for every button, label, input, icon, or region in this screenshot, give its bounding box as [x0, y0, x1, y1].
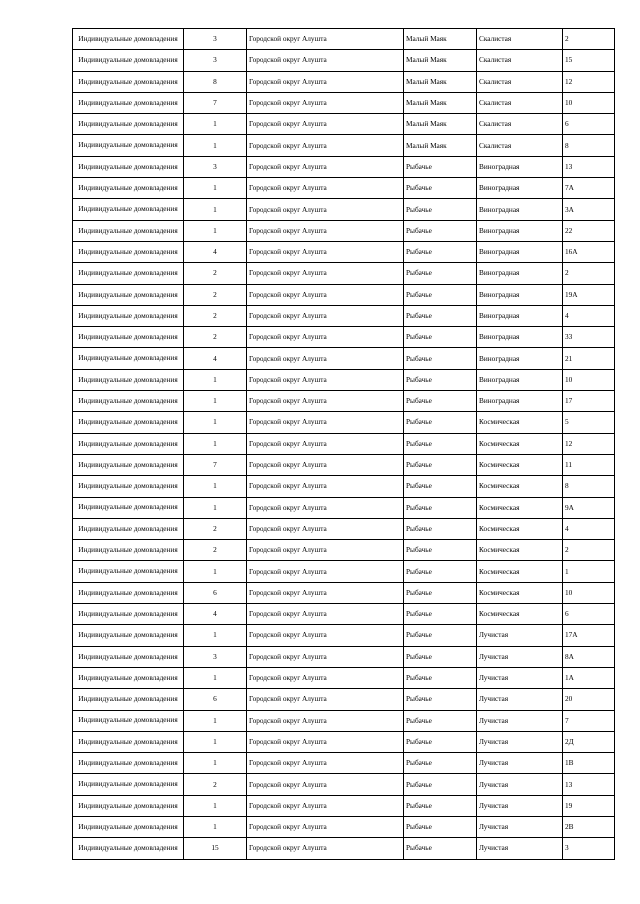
cell-street: Виноградная: [477, 305, 563, 326]
table-row: [73, 540, 615, 561]
cell-locality: Рыбачье: [404, 518, 477, 539]
cell-house-number: 13: [563, 774, 615, 795]
cell-street: Лучистая: [477, 646, 563, 667]
table-row: [73, 753, 615, 774]
cell-building-type: Индивидуальные домовладения: [73, 71, 184, 92]
cell-building-type: Индивидуальные домовладения: [73, 327, 184, 348]
table-row: [73, 667, 615, 688]
cell-house-number: 33: [563, 327, 615, 348]
cell-building-type: Индивидуальные домовладения: [73, 263, 184, 284]
cell-house-number: 2В: [563, 816, 615, 837]
cell-district: Городской округ Алушта: [247, 156, 404, 177]
cell-street: Виноградная: [477, 391, 563, 412]
cell-locality: Рыбачье: [404, 454, 477, 475]
cell-district: Городской округ Алушта: [247, 29, 404, 50]
cell-house-number: 17А: [563, 625, 615, 646]
cell-district: Городской округ Алушта: [247, 816, 404, 837]
table-row: [73, 92, 615, 113]
cell-house-number: 12: [563, 71, 615, 92]
table-row: [73, 135, 615, 156]
cell-house-number: 10: [563, 92, 615, 113]
cell-house-number: 5: [563, 412, 615, 433]
cell-house-number: 10: [563, 369, 615, 390]
cell-building-type: Индивидуальные домовладения: [73, 646, 184, 667]
cell-count: 4: [184, 241, 247, 262]
cell-building-type: Индивидуальные домовладения: [73, 710, 184, 731]
cell-house-number: 2: [563, 29, 615, 50]
cell-house-number: 6: [563, 114, 615, 135]
cell-district: Городской округ Алушта: [247, 646, 404, 667]
cell-count: 1: [184, 114, 247, 135]
cell-locality: Рыбачье: [404, 412, 477, 433]
cell-locality: Рыбачье: [404, 241, 477, 262]
cell-house-number: 8: [563, 135, 615, 156]
cell-district: Городской округ Алушта: [247, 476, 404, 497]
cell-district: Городской округ Алушта: [247, 348, 404, 369]
cell-district: Городской округ Алушта: [247, 263, 404, 284]
table-row: [73, 454, 615, 475]
cell-house-number: 19: [563, 795, 615, 816]
cell-street: Виноградная: [477, 263, 563, 284]
cell-locality: Малый Маяк: [404, 71, 477, 92]
cell-street: Космическая: [477, 540, 563, 561]
cell-house-number: 1: [563, 561, 615, 582]
cell-building-type: Индивидуальные домовладения: [73, 667, 184, 688]
table-row: [73, 71, 615, 92]
cell-locality: Рыбачье: [404, 476, 477, 497]
cell-building-type: Индивидуальные домовладения: [73, 178, 184, 199]
cell-house-number: 4: [563, 305, 615, 326]
cell-district: Городской округ Алушта: [247, 391, 404, 412]
cell-district: Городской округ Алушта: [247, 71, 404, 92]
cell-street: Виноградная: [477, 241, 563, 262]
table-row: [73, 625, 615, 646]
cell-street: Космическая: [477, 497, 563, 518]
cell-locality: Рыбачье: [404, 838, 477, 859]
cell-count: 6: [184, 689, 247, 710]
cell-locality: Рыбачье: [404, 667, 477, 688]
cell-building-type: Индивидуальные домовладения: [73, 284, 184, 305]
cell-count: 2: [184, 774, 247, 795]
cell-count: 3: [184, 29, 247, 50]
cell-count: 2: [184, 327, 247, 348]
cell-count: 7: [184, 92, 247, 113]
cell-district: Городской округ Алушта: [247, 604, 404, 625]
cell-locality: Рыбачье: [404, 816, 477, 837]
cell-count: 1: [184, 369, 247, 390]
table-row: [73, 838, 615, 859]
cell-count: 2: [184, 305, 247, 326]
cell-district: Городской округ Алушта: [247, 241, 404, 262]
cell-district: Городской округ Алушта: [247, 454, 404, 475]
cell-building-type: Индивидуальные домовладения: [73, 156, 184, 177]
cell-street: Виноградная: [477, 178, 563, 199]
cell-street: Скалистая: [477, 114, 563, 135]
cell-house-number: 22: [563, 220, 615, 241]
cell-district: Городской округ Алушта: [247, 327, 404, 348]
cell-street: Виноградная: [477, 327, 563, 348]
cell-count: 1: [184, 178, 247, 199]
cell-house-number: 13: [563, 156, 615, 177]
cell-building-type: Индивидуальные домовладения: [73, 604, 184, 625]
cell-count: 1: [184, 710, 247, 731]
table-row: [73, 710, 615, 731]
cell-locality: Малый Маяк: [404, 50, 477, 71]
cell-locality: Рыбачье: [404, 156, 477, 177]
cell-street: Виноградная: [477, 199, 563, 220]
cell-building-type: Индивидуальные домовладения: [73, 369, 184, 390]
cell-district: Городской округ Алушта: [247, 582, 404, 603]
cell-count: 1: [184, 795, 247, 816]
cell-street: Скалистая: [477, 92, 563, 113]
cell-count: 6: [184, 582, 247, 603]
cell-house-number: 21: [563, 348, 615, 369]
cell-district: Городской округ Алушта: [247, 369, 404, 390]
table-row: [73, 412, 615, 433]
cell-building-type: Индивидуальные домовладения: [73, 241, 184, 262]
cell-building-type: Индивидуальные домовладения: [73, 135, 184, 156]
cell-district: Городской округ Алушта: [247, 284, 404, 305]
cell-district: Городской округ Алушта: [247, 412, 404, 433]
cell-count: 1: [184, 731, 247, 752]
cell-district: Городской округ Алушта: [247, 114, 404, 135]
cell-house-number: 16А: [563, 241, 615, 262]
table-row: [73, 114, 615, 135]
cell-building-type: Индивидуальные домовладения: [73, 114, 184, 135]
cell-house-number: 1В: [563, 753, 615, 774]
table-row: [73, 178, 615, 199]
cell-count: 1: [184, 199, 247, 220]
cell-street: Лучистая: [477, 838, 563, 859]
cell-locality: Рыбачье: [404, 582, 477, 603]
cell-count: 2: [184, 263, 247, 284]
cell-district: Городской округ Алушта: [247, 518, 404, 539]
cell-street: Скалистая: [477, 29, 563, 50]
cell-building-type: Индивидуальные домовладения: [73, 220, 184, 241]
table-row: [73, 646, 615, 667]
cell-locality: Рыбачье: [404, 220, 477, 241]
table-row: [73, 689, 615, 710]
table-row: [73, 220, 615, 241]
cell-count: 15: [184, 838, 247, 859]
cell-district: Городской округ Алушта: [247, 178, 404, 199]
cell-house-number: 15: [563, 50, 615, 71]
cell-district: Городской округ Алушта: [247, 753, 404, 774]
cell-locality: Рыбачье: [404, 178, 477, 199]
cell-building-type: Индивидуальные домовладения: [73, 753, 184, 774]
cell-street: Лучистая: [477, 753, 563, 774]
table-row: [73, 391, 615, 412]
cell-count: 4: [184, 348, 247, 369]
cell-locality: Рыбачье: [404, 327, 477, 348]
cell-district: Городской округ Алушта: [247, 731, 404, 752]
cell-count: 3: [184, 156, 247, 177]
cell-district: Городской округ Алушта: [247, 774, 404, 795]
cell-locality: Рыбачье: [404, 795, 477, 816]
cell-house-number: 19А: [563, 284, 615, 305]
cell-building-type: Индивидуальные домовладения: [73, 561, 184, 582]
table-body: [73, 29, 615, 860]
cell-district: Городской округ Алушта: [247, 795, 404, 816]
cell-building-type: Индивидуальные домовладения: [73, 454, 184, 475]
cell-street: Лучистая: [477, 731, 563, 752]
cell-locality: Рыбачье: [404, 391, 477, 412]
table-row: [73, 50, 615, 71]
table-row: [73, 497, 615, 518]
cell-locality: Рыбачье: [404, 433, 477, 454]
cell-locality: Рыбачье: [404, 689, 477, 710]
cell-count: 4: [184, 604, 247, 625]
cell-house-number: 3: [563, 838, 615, 859]
cell-locality: Рыбачье: [404, 199, 477, 220]
cell-street: Космическая: [477, 582, 563, 603]
cell-district: Городской округ Алушта: [247, 625, 404, 646]
cell-count: 1: [184, 135, 247, 156]
cell-building-type: Индивидуальные домовладения: [73, 433, 184, 454]
cell-street: Скалистая: [477, 50, 563, 71]
cell-locality: Малый Маяк: [404, 29, 477, 50]
cell-locality: Рыбачье: [404, 753, 477, 774]
cell-street: Лучистая: [477, 816, 563, 837]
table-row: [73, 305, 615, 326]
cell-count: 1: [184, 625, 247, 646]
cell-locality: Малый Маяк: [404, 92, 477, 113]
cell-district: Городской округ Алушта: [247, 561, 404, 582]
table-row: [73, 476, 615, 497]
cell-house-number: 17: [563, 391, 615, 412]
cell-district: Городской округ Алушта: [247, 305, 404, 326]
cell-street: Скалистая: [477, 71, 563, 92]
cell-house-number: 7А: [563, 178, 615, 199]
cell-locality: Рыбачье: [404, 369, 477, 390]
cell-street: Виноградная: [477, 156, 563, 177]
cell-street: Космическая: [477, 454, 563, 475]
cell-building-type: Индивидуальные домовладения: [73, 412, 184, 433]
cell-count: 1: [184, 220, 247, 241]
table-row: [73, 156, 615, 177]
cell-street: Космическая: [477, 561, 563, 582]
cell-building-type: Индивидуальные домовладения: [73, 348, 184, 369]
cell-house-number: 8: [563, 476, 615, 497]
cell-house-number: 11: [563, 454, 615, 475]
cell-building-type: Индивидуальные домовладения: [73, 540, 184, 561]
cell-locality: Рыбачье: [404, 497, 477, 518]
table-row: [73, 327, 615, 348]
cell-count: 7: [184, 454, 247, 475]
table-row: [73, 731, 615, 752]
cell-count: 1: [184, 753, 247, 774]
cell-district: Городской округ Алушта: [247, 667, 404, 688]
table-row: [73, 816, 615, 837]
cell-building-type: Индивидуальные домовладения: [73, 497, 184, 518]
cell-house-number: 2Д: [563, 731, 615, 752]
cell-count: 2: [184, 284, 247, 305]
cell-count: 1: [184, 497, 247, 518]
cell-locality: Рыбачье: [404, 710, 477, 731]
table-row: [73, 29, 615, 50]
table-row: [73, 795, 615, 816]
cell-count: 2: [184, 518, 247, 539]
cell-house-number: 2: [563, 263, 615, 284]
cell-count: 1: [184, 561, 247, 582]
table-row: [73, 582, 615, 603]
cell-district: Городской округ Алушта: [247, 540, 404, 561]
cell-house-number: 7: [563, 710, 615, 731]
cell-count: 1: [184, 433, 247, 454]
table-row: [73, 561, 615, 582]
address-table: [72, 28, 615, 860]
cell-building-type: Индивидуальные домовладения: [73, 305, 184, 326]
cell-count: 2: [184, 540, 247, 561]
cell-street: Скалистая: [477, 135, 563, 156]
cell-locality: Рыбачье: [404, 774, 477, 795]
cell-locality: Малый Маяк: [404, 114, 477, 135]
table-row: [73, 518, 615, 539]
cell-locality: Рыбачье: [404, 305, 477, 326]
cell-locality: Рыбачье: [404, 604, 477, 625]
cell-district: Городской округ Алушта: [247, 710, 404, 731]
cell-district: Городской округ Алушта: [247, 689, 404, 710]
cell-locality: Рыбачье: [404, 284, 477, 305]
cell-district: Городской округ Алушта: [247, 497, 404, 518]
cell-locality: Рыбачье: [404, 731, 477, 752]
cell-building-type: Индивидуальные домовладения: [73, 816, 184, 837]
cell-count: 8: [184, 71, 247, 92]
cell-district: Городской округ Алушта: [247, 199, 404, 220]
cell-building-type: Индивидуальные домовладения: [73, 29, 184, 50]
cell-count: 1: [184, 391, 247, 412]
cell-house-number: 20: [563, 689, 615, 710]
cell-house-number: 4: [563, 518, 615, 539]
cell-district: Городской округ Алушта: [247, 433, 404, 454]
cell-building-type: Индивидуальные домовладения: [73, 199, 184, 220]
cell-street: Космическая: [477, 604, 563, 625]
cell-street: Виноградная: [477, 348, 563, 369]
cell-count: 3: [184, 50, 247, 71]
cell-count: 1: [184, 667, 247, 688]
cell-locality: Рыбачье: [404, 263, 477, 284]
table-row: [73, 433, 615, 454]
cell-building-type: Индивидуальные домовладения: [73, 391, 184, 412]
cell-street: Лучистая: [477, 710, 563, 731]
cell-street: Лучистая: [477, 774, 563, 795]
cell-street: Лучистая: [477, 795, 563, 816]
cell-street: Лучистая: [477, 625, 563, 646]
cell-street: Космическая: [477, 518, 563, 539]
table-row: [73, 774, 615, 795]
cell-street: Виноградная: [477, 220, 563, 241]
cell-locality: Рыбачье: [404, 646, 477, 667]
cell-street: Лучистая: [477, 689, 563, 710]
cell-street: Виноградная: [477, 284, 563, 305]
cell-street: Виноградная: [477, 369, 563, 390]
cell-district: Городской округ Алушта: [247, 92, 404, 113]
cell-house-number: 12: [563, 433, 615, 454]
cell-count: 1: [184, 816, 247, 837]
table-row: [73, 263, 615, 284]
cell-street: Космическая: [477, 476, 563, 497]
cell-street: Космическая: [477, 433, 563, 454]
cell-locality: Малый Маяк: [404, 135, 477, 156]
cell-building-type: Индивидуальные домовладения: [73, 50, 184, 71]
cell-house-number: 3А: [563, 199, 615, 220]
cell-house-number: 8А: [563, 646, 615, 667]
cell-building-type: Индивидуальные домовладения: [73, 774, 184, 795]
cell-locality: Рыбачье: [404, 561, 477, 582]
table-row: [73, 604, 615, 625]
cell-house-number: 6: [563, 604, 615, 625]
table-row: [73, 348, 615, 369]
table-row: [73, 284, 615, 305]
cell-district: Городской округ Алушта: [247, 50, 404, 71]
cell-house-number: 10: [563, 582, 615, 603]
cell-building-type: Индивидуальные домовладения: [73, 582, 184, 603]
cell-locality: Рыбачье: [404, 540, 477, 561]
table-row: [73, 241, 615, 262]
cell-count: 1: [184, 476, 247, 497]
table-row: [73, 199, 615, 220]
cell-locality: Рыбачье: [404, 348, 477, 369]
cell-building-type: Индивидуальные домовладения: [73, 795, 184, 816]
cell-district: Городской округ Алушта: [247, 135, 404, 156]
cell-count: 3: [184, 646, 247, 667]
cell-building-type: Индивидуальные домовладения: [73, 518, 184, 539]
cell-building-type: Индивидуальные домовладения: [73, 689, 184, 710]
cell-locality: Рыбачье: [404, 625, 477, 646]
cell-house-number: 9А: [563, 497, 615, 518]
table-row: [73, 369, 615, 390]
cell-street: Космическая: [477, 412, 563, 433]
cell-house-number: 1А: [563, 667, 615, 688]
cell-house-number: 2: [563, 540, 615, 561]
cell-district: Городской округ Алушта: [247, 220, 404, 241]
cell-district: Городской округ Алушта: [247, 838, 404, 859]
cell-street: Лучистая: [477, 667, 563, 688]
cell-building-type: Индивидуальные домовладения: [73, 838, 184, 859]
cell-building-type: Индивидуальные домовладения: [73, 476, 184, 497]
cell-building-type: Индивидуальные домовладения: [73, 92, 184, 113]
cell-building-type: Индивидуальные домовладения: [73, 625, 184, 646]
cell-building-type: Индивидуальные домовладения: [73, 731, 184, 752]
cell-count: 1: [184, 412, 247, 433]
